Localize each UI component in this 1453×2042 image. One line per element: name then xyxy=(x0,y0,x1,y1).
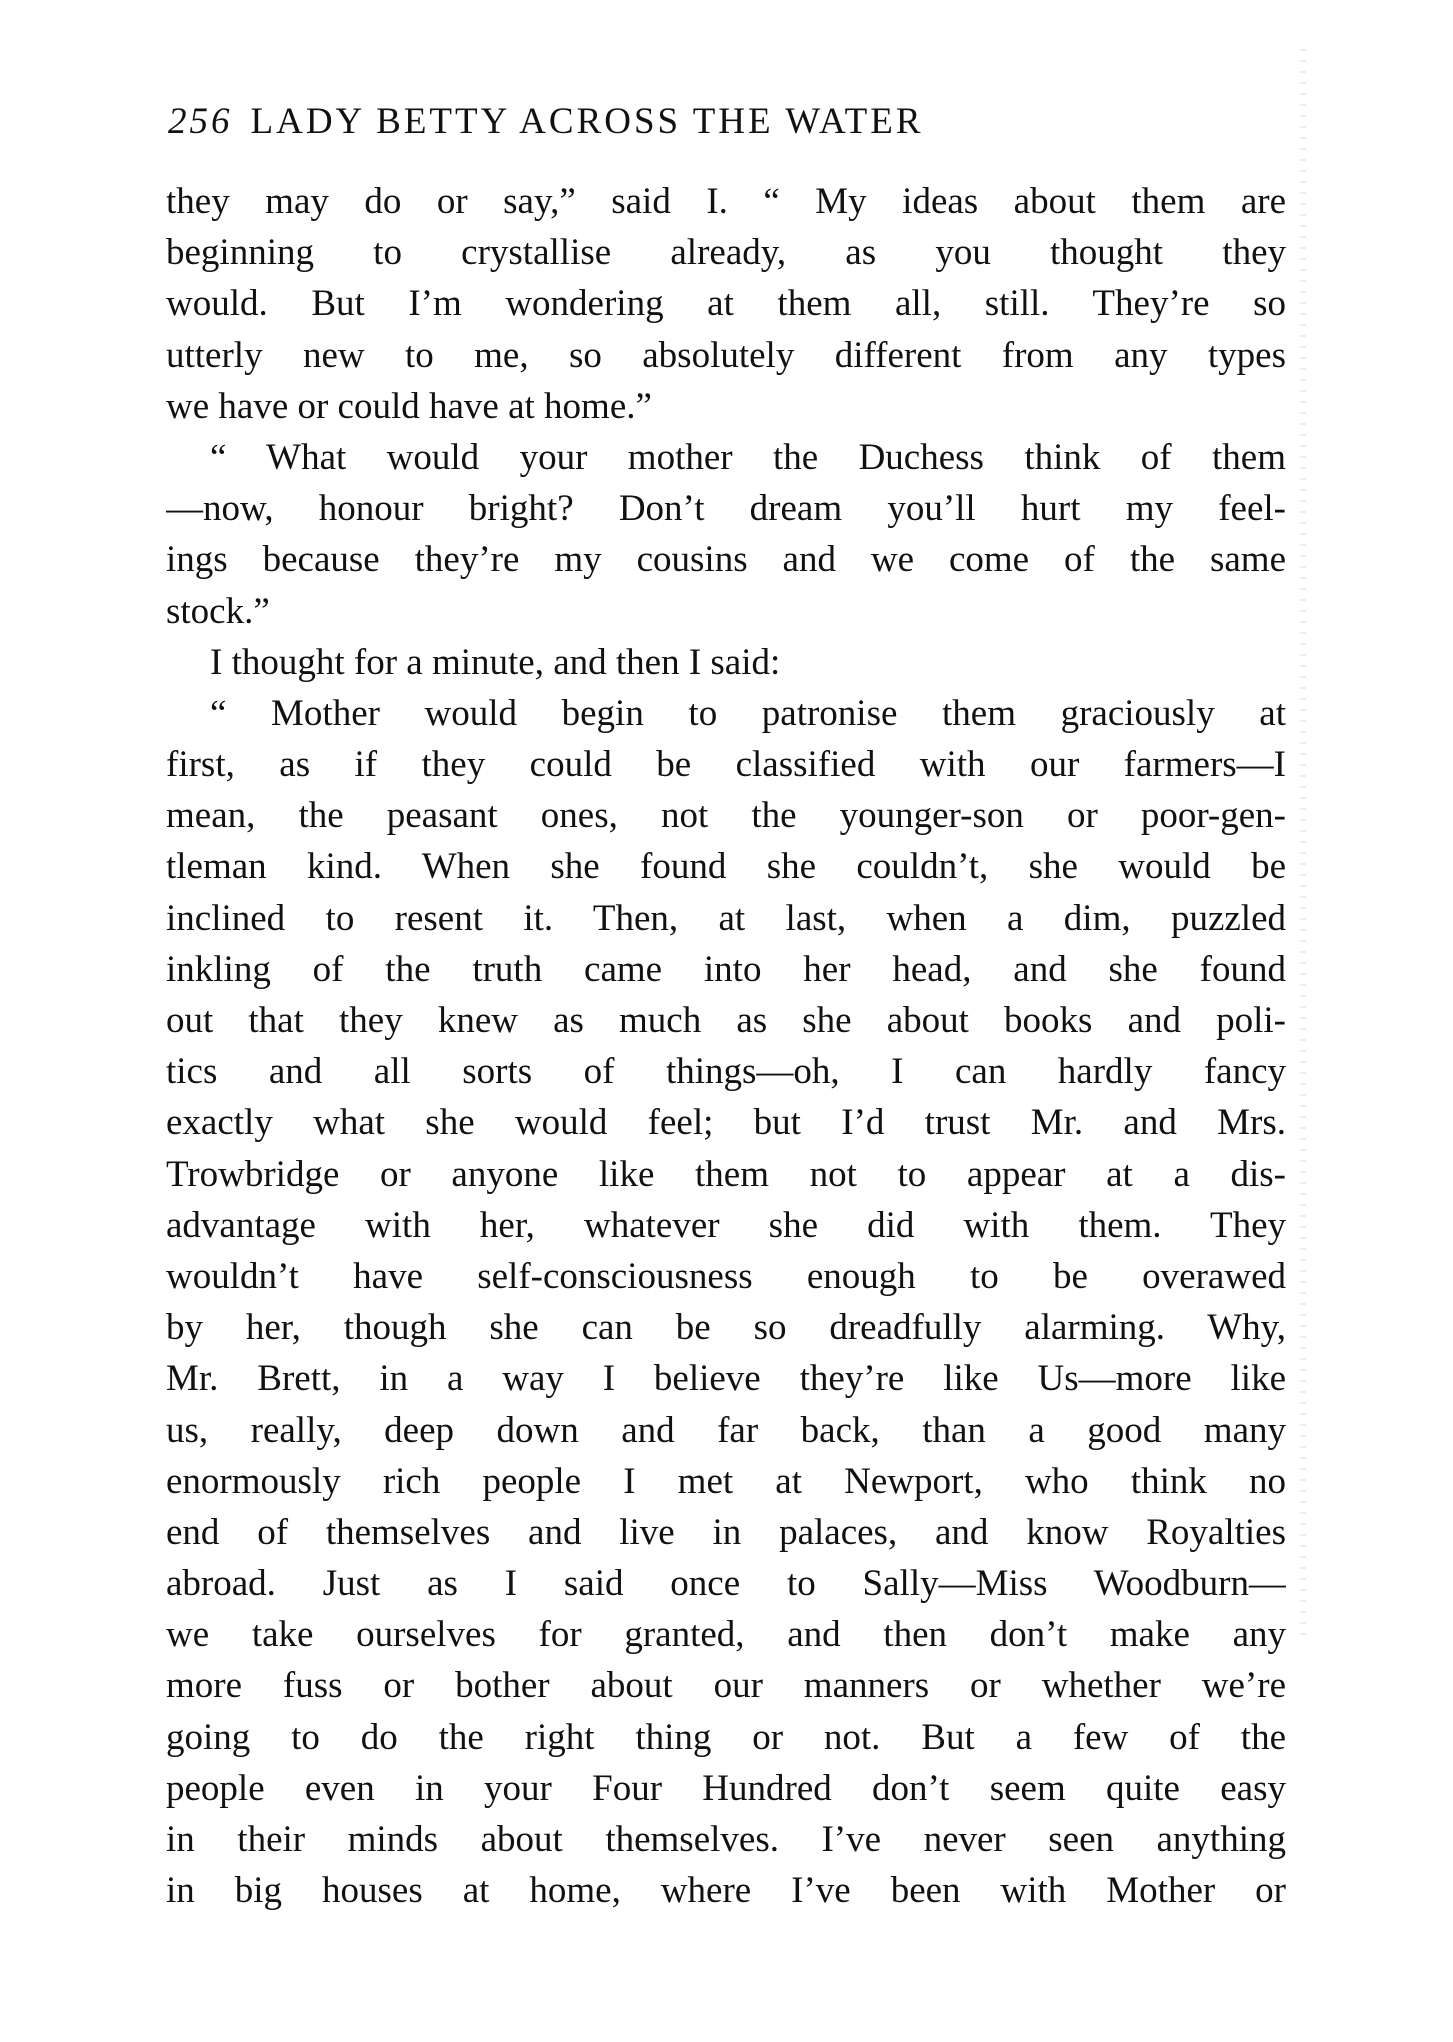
text-line: going to do the right thing or not. But a few of the xyxy=(166,1716,1286,1758)
text-line: advantage with her, whatever she did with them. They xyxy=(166,1204,1286,1246)
text-line: out that they knew as much as she about books and poli- xyxy=(166,1000,1286,1041)
text-line: —now, honour bright? Don’t dream you’ll hurt my feel- xyxy=(166,488,1286,530)
text-line: tics and all sorts of things—oh, I can hardly fancy xyxy=(166,1051,1286,1093)
text-line: stock.” xyxy=(166,590,270,632)
body-text xyxy=(166,176,1286,1916)
text-line: would. But I’m wondering at them all, still. They’re so xyxy=(166,283,1286,325)
running-head xyxy=(168,100,1268,143)
scan-gutter-marks xyxy=(1300,40,1306,1640)
text-line: inkling of the truth came into her head, and she found xyxy=(166,948,1286,990)
book-title: LADY BETTY ACROSS THE WATER xyxy=(250,101,924,142)
text-line: wouldn’t have self-consciousness enough to be overawed xyxy=(166,1255,1286,1297)
text-line: us, really, deep down and far back, than a good many xyxy=(166,1409,1286,1451)
text-line: “ What would your mother the Duchess think of them xyxy=(210,436,1286,478)
text-line: in big houses at home, where I’ve been with Mother or xyxy=(166,1870,1286,1912)
text-line: they may do or say,” said I. “ My ideas about them are xyxy=(166,181,1286,222)
text-line: we take ourselves for granted, and then don’t make any xyxy=(166,1614,1286,1656)
text-line: I thought for a minute, and then I said: xyxy=(210,641,781,683)
text-line: people even in your Four Hundred don’t seem quite easy xyxy=(166,1767,1286,1809)
text-line: exactly what she would feel; but I’d trust Mr. and Mrs. xyxy=(166,1102,1286,1144)
text-line: by her, though she can be so dreadfully alarming. Why, xyxy=(166,1307,1286,1349)
text-line: end of themselves and live in palaces, and know Royalties xyxy=(166,1511,1286,1553)
text-line: in their minds about themselves. I’ve never seen anything xyxy=(166,1819,1286,1860)
text-line: more fuss or bother about our manners or whether we’re xyxy=(166,1665,1286,1707)
text-line: beginning to crystallise already, as you thought they xyxy=(166,232,1286,274)
text-line: abroad. Just as I said once to Sally—Miss Woodburn— xyxy=(166,1563,1286,1605)
text-line: Mr. Brett, in a way I believe they’re like Us—more like xyxy=(166,1358,1286,1400)
text-line: Trowbridge or anyone like them not to appear at a dis- xyxy=(166,1153,1286,1195)
page-number: 256 xyxy=(168,101,233,142)
text-line: tleman kind. When she found she couldn’t, she would be xyxy=(166,846,1286,888)
text-line: first, as if they could be classified with our farmers—I xyxy=(166,744,1286,786)
text-line: mean, the peasant ones, not the younger-son or poor-gen- xyxy=(166,795,1286,837)
text-line: inclined to resent it. Then, at last, when a dim, puzzled xyxy=(166,897,1286,939)
text-line: utterly new to me, so absolutely different from any types xyxy=(166,334,1286,376)
text-line: “ Mother would begin to patronise them graciously at xyxy=(210,692,1286,734)
text-line: we have or could have at home.” xyxy=(166,385,652,427)
text-line: ings because they’re my cousins and we come of the same xyxy=(166,539,1286,581)
text-line: enormously rich people I met at Newport, who think no xyxy=(166,1460,1286,1502)
